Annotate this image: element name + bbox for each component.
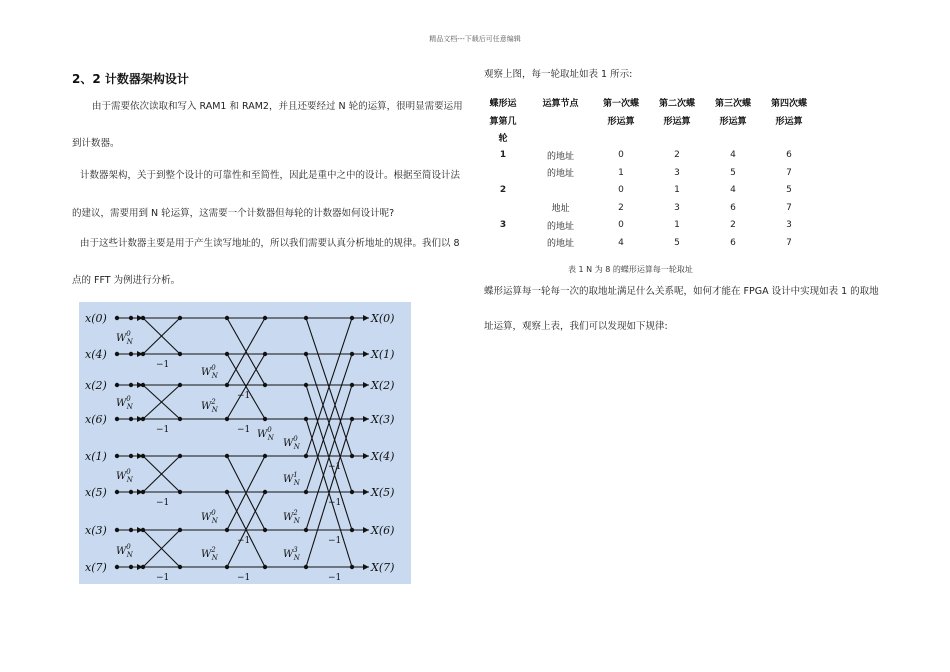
node-dot: [129, 316, 133, 320]
header-second: 第二次蝶: [658, 99, 695, 110]
butterfly-svg: [79, 302, 411, 584]
twiddle-label: $W^2$ N: [201, 546, 218, 562]
page-header: 精品文档---下载后可任意编辑: [429, 35, 521, 43]
header-fourth-2: 形运算: [775, 116, 803, 127]
minus-one-label: −1: [328, 498, 342, 508]
table-header-row: [478, 112, 817, 130]
section-title: 2、2 计数器架构设计: [72, 72, 189, 86]
node-dot: [129, 528, 133, 532]
node-dot: [178, 383, 182, 387]
cell-value: 6: [730, 202, 736, 213]
cell-node: 的地址: [546, 239, 574, 250]
input-label: x(1): [85, 450, 107, 463]
node-dot: [141, 454, 145, 458]
node-dot: [129, 565, 133, 569]
table-row: [478, 217, 817, 235]
cell-value: 5: [674, 237, 680, 248]
node-dot: [350, 565, 354, 569]
header-second-2: 形运算: [663, 116, 691, 127]
node-dot: [225, 565, 229, 569]
header-first-2: 形运算: [607, 116, 635, 127]
header-node: 运算节点: [542, 99, 579, 110]
node-dot: [263, 565, 267, 569]
node-dot: [115, 490, 119, 494]
input-label: x(0): [85, 312, 107, 325]
node-dot: [178, 528, 182, 532]
twiddle-label: $W^0$ N: [116, 330, 133, 346]
node-dot: [350, 383, 354, 387]
node-dot: [141, 528, 145, 532]
cell-node: 的地址: [546, 221, 574, 232]
output-label: X(1): [371, 348, 395, 361]
cell-round: 3: [499, 220, 507, 231]
cell-value: 6: [786, 150, 792, 161]
cell-round: [478, 234, 528, 252]
arrow-head: [363, 527, 369, 533]
cell-value: 1: [618, 167, 624, 178]
header-round-2: 算第几: [489, 116, 517, 127]
cell-node: 的地址: [546, 151, 574, 162]
table-header-row: [478, 129, 817, 147]
minus-one-label: −1: [328, 462, 342, 472]
node-dot: [263, 490, 267, 494]
node-dot: [304, 528, 308, 532]
cell-round: 1: [499, 150, 507, 161]
node-dot: [129, 417, 133, 421]
node-dot: [178, 454, 182, 458]
minus-one-label: −1: [328, 573, 342, 583]
node-dot: [263, 316, 267, 320]
node-dot: [225, 316, 229, 320]
node-dot: [225, 490, 229, 494]
cell-value: 7: [786, 202, 792, 213]
output-label: X(6): [371, 524, 395, 537]
node-dot: [350, 490, 354, 494]
cell-node: 的地址: [546, 169, 574, 180]
cell-round: [478, 164, 528, 182]
node-dot: [263, 383, 267, 387]
table-row: [478, 147, 817, 165]
paragraph-line: 点的 FFT 为例进行分析。: [72, 275, 181, 286]
node-dot: [225, 352, 229, 356]
cell-node: 地址: [551, 204, 570, 215]
table-caption: 表 1 N 为 8 的蝶形运算每一轮取址: [568, 265, 693, 274]
minus-one-label: −1: [237, 573, 251, 583]
twiddle-label: $W^0$ N: [201, 509, 218, 525]
cell-round: 2: [499, 185, 507, 196]
node-dot: [115, 565, 119, 569]
arrow-head: [363, 489, 369, 495]
minus-one-label: −1: [156, 425, 170, 435]
cell-value: 3: [674, 167, 680, 178]
cell-value: 2: [730, 220, 736, 231]
node-dot: [115, 528, 119, 532]
arrow-head: [363, 564, 369, 570]
output-label: X(2): [371, 379, 395, 392]
node-dot: [129, 383, 133, 387]
minus-one-label: −1: [156, 498, 170, 508]
cell-round: [478, 199, 528, 217]
cell-value: 2: [674, 150, 680, 161]
address-table: [478, 94, 817, 252]
arrow-head: [363, 315, 369, 321]
minus-one-label: −1: [237, 425, 251, 435]
node-dot: [350, 316, 354, 320]
twiddle-label: $W^0$ N: [201, 364, 218, 380]
node-dot: [141, 383, 145, 387]
header-third: 第三次蝶: [714, 99, 751, 110]
node-dot: [225, 417, 229, 421]
twiddle-label: $W^0$ N: [116, 468, 133, 484]
minus-one-label: −1: [156, 360, 170, 370]
input-label: x(2): [85, 379, 107, 392]
cell-value: 1: [674, 220, 680, 231]
node-dot: [225, 454, 229, 458]
output-label: X(7): [371, 561, 395, 574]
cell-value: 7: [786, 237, 792, 248]
node-dot: [350, 454, 354, 458]
twiddle-label: $W^2$ N: [283, 509, 300, 525]
input-label: x(6): [85, 413, 107, 426]
twiddle-label: $W^1$ N: [283, 471, 300, 487]
node-dot: [304, 316, 308, 320]
node-dot: [263, 528, 267, 532]
paragraph-line: 蝶形运算每一轮每一次的取地址满足什么关系呢，如何才能在 FPGA 设计中实现如表 1 的取地: [484, 286, 879, 297]
output-label: X(4): [371, 450, 395, 463]
node-dot: [178, 565, 182, 569]
table-row: [478, 234, 817, 252]
node-dot: [225, 383, 229, 387]
minus-one-label: −1: [237, 391, 251, 401]
node-dot: [129, 490, 133, 494]
node-dot: [263, 454, 267, 458]
input-label: x(7): [85, 561, 107, 574]
node-dot: [178, 417, 182, 421]
table-header-row: [478, 94, 817, 112]
table-row: [478, 164, 817, 182]
cell-value: 4: [730, 185, 736, 196]
node-dot: [141, 352, 145, 356]
twiddle-label: $W^2$ N: [201, 398, 218, 414]
header-fourth: 第四次蝶: [770, 99, 807, 110]
paragraph-line: 由于需要依次读取和写入 RAM1 和 RAM2，并且还要经过 N 轮的运算，很明显需要运用: [92, 101, 463, 112]
node-dot: [115, 454, 119, 458]
node-dot: [350, 352, 354, 356]
arrow-head: [363, 453, 369, 459]
node-dot: [225, 528, 229, 532]
output-label: X(3): [371, 413, 395, 426]
twiddle-label: $W^0$ N: [116, 395, 133, 411]
butterfly-diagram: [79, 302, 411, 584]
minus-one-label: −1: [328, 536, 342, 546]
node-dot: [350, 528, 354, 532]
node-dot: [115, 316, 119, 320]
input-label: x(5): [85, 486, 107, 499]
header-round: 蝶形运: [489, 99, 517, 110]
node-dot: [141, 316, 145, 320]
node-dot: [304, 454, 308, 458]
paragraph-line: 的建议，需要用到 N 轮运算，这需要一个计数器但每轮的计数器如何设计呢?: [72, 208, 395, 219]
table-row: [478, 199, 817, 217]
cell-value: 5: [730, 167, 736, 178]
cell-value: 0: [618, 220, 624, 231]
cell-node: [528, 182, 593, 200]
paragraph-line: 到计数器。: [72, 138, 120, 149]
cell-value: 1: [674, 185, 680, 196]
twiddle-label: $W^0$ N: [257, 426, 274, 442]
node-dot: [115, 352, 119, 356]
minus-one-label: −1: [156, 573, 170, 583]
arrow-head: [363, 351, 369, 357]
cell-value: 0: [618, 150, 624, 161]
right-intro: 观察上图，每一轮取址如表 1 所示:: [484, 69, 633, 80]
node-dot: [304, 565, 308, 569]
node-dot: [304, 490, 308, 494]
node-dot: [304, 352, 308, 356]
cell-value: 5: [786, 185, 792, 196]
header-third-2: 形运算: [719, 116, 747, 127]
paragraph-line: 址运算，观察上表，我们可以发现如下规律:: [484, 321, 668, 332]
header-round-3: 轮: [498, 134, 508, 145]
cell-value: 4: [730, 150, 736, 161]
node-dot: [178, 490, 182, 494]
node-dot: [115, 383, 119, 387]
node-dot: [350, 417, 354, 421]
node-dot: [304, 417, 308, 421]
input-label: x(4): [85, 348, 107, 361]
output-label: X(0): [371, 312, 395, 325]
cell-value: 6: [730, 237, 736, 248]
header-first: 第一次蝶: [602, 99, 639, 110]
cell-value: 3: [674, 202, 680, 213]
arrow-head: [363, 382, 369, 388]
cell-value: 4: [618, 237, 624, 248]
node-dot: [263, 417, 267, 421]
node-dot: [115, 417, 119, 421]
input-label: x(3): [85, 524, 107, 537]
paragraph-line: 计数器架构，关于到整个设计的可靠性和至简性，因此是重中之中的设计。根据至简设计法: [80, 170, 461, 181]
twiddle-label: $W^3$ N: [283, 546, 300, 562]
paragraph-line: 由于这些计数器主要是用于产生读写地址的，所以我们需要认真分析地址的规律。我们以 8: [80, 238, 460, 249]
arrow-head: [363, 416, 369, 422]
cell-value: 3: [786, 220, 792, 231]
node-dot: [178, 352, 182, 356]
cell-value: 0: [618, 185, 624, 196]
node-dot: [141, 565, 145, 569]
node-dot: [263, 352, 267, 356]
cell-value: 2: [618, 202, 624, 213]
node-dot: [178, 316, 182, 320]
twiddle-label: $W^0$ N: [283, 435, 300, 451]
minus-one-label: −1: [237, 536, 251, 546]
table-row: [478, 182, 817, 200]
twiddle-label: $W^0$ N: [116, 543, 133, 559]
node-dot: [141, 417, 145, 421]
cell-value: 7: [786, 167, 792, 178]
node-dot: [129, 454, 133, 458]
output-label: X(5): [371, 486, 395, 499]
node-dot: [141, 490, 145, 494]
node-dot: [129, 352, 133, 356]
node-dot: [304, 383, 308, 387]
